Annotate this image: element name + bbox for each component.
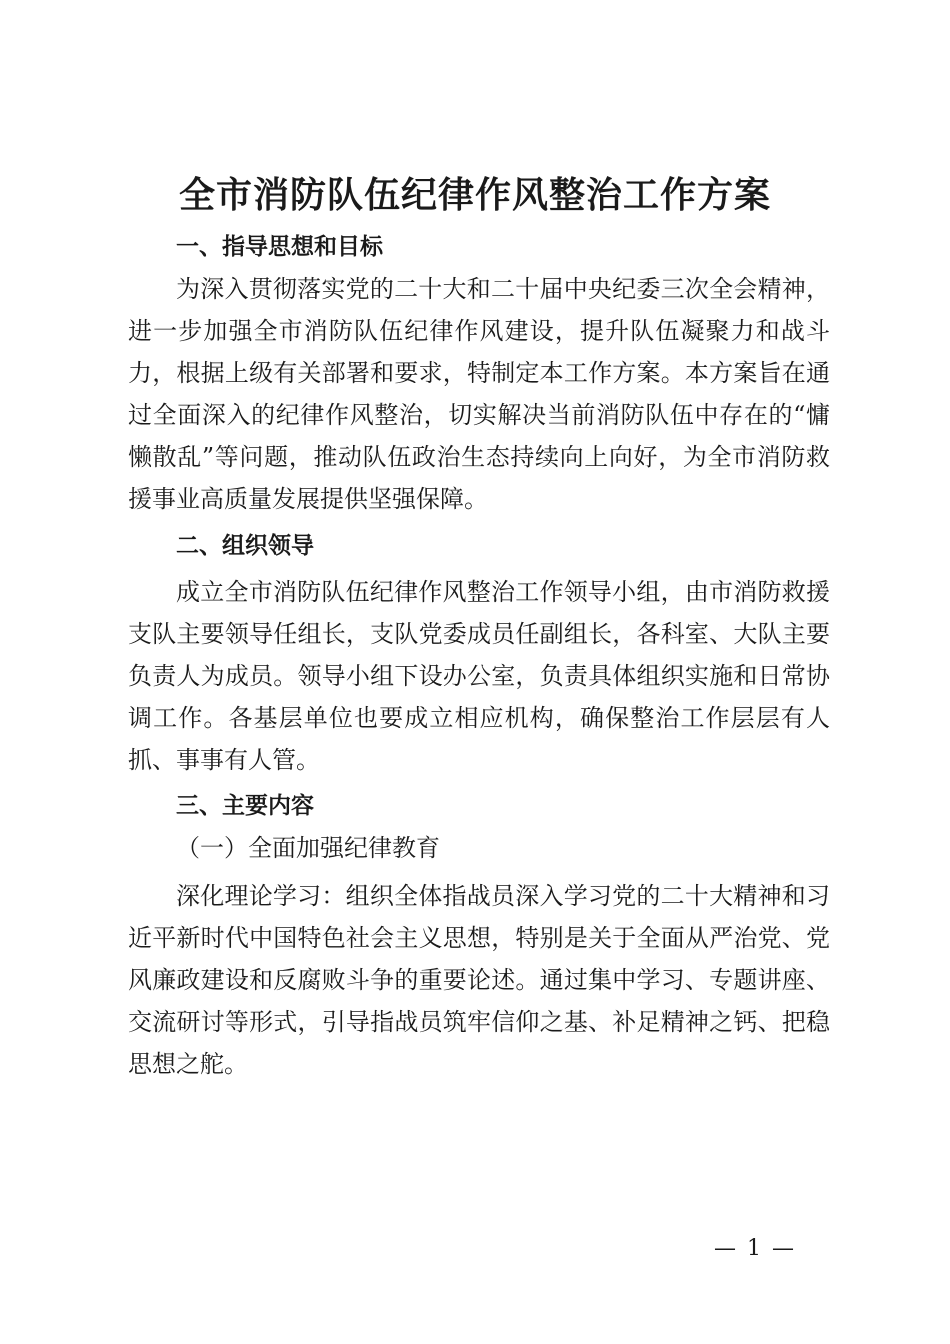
page-number: — 1 — <box>714 1236 796 1261</box>
subsection-heading-discipline-education: （一）全面加强纪律教育 <box>176 834 440 862</box>
paragraph-guiding-thought: 为深入贯彻落实党的二十大和二十届中央纪委三次全会精神，进一步加强全市消防队伍纪律作风建设，提升队伍凝聚力和战斗力，根据上级有关部署和要求，特制定本工作方案。本方案旨在通过全面深入的纪律作风整治，切实解决当前消防队伍中存在的“慵懒散乱”等问题，推动队伍政治生态持续向上向好，为全市消防救援事业高质量发展提供坚强保障。 <box>128 275 830 513</box>
section-heading-main-content: 三、主要内容 <box>176 793 314 819</box>
document-body <box>128 226 830 1085</box>
section-heading-guiding-thought: 一、指导思想和目标 <box>176 234 383 260</box>
document-title: 全市消防队伍纪律作风整治工作方案 <box>178 174 771 216</box>
paragraph-organization: 成立全市消防队伍纪律作风整治工作领导小组，由市消防救援支队主要领导任组长，支队党委成员任副组长，各科室、大队主要负责人为成员。领导小组下设办公室，负责具体组织实施和日常协调工作。各基层单位也要成立相应机构，确保整治工作层层有人抓、事事有人管。 <box>128 578 830 774</box>
section-heading-organization: 二、组织领导 <box>176 533 314 559</box>
paragraph-theory-study: 深化理论学习：组织全体指战员深入学习党的二十大精神和习近平新时代中国特色社会主义思想，特别是关于全面从严治党、党风廉政建设和反腐败斗争的重要论述。通过集中学习、专题讲座、交流研讨等形式，引导指战员筑牢信仰之基、补足精神之钙、把稳思想之舵。 <box>128 882 830 1078</box>
